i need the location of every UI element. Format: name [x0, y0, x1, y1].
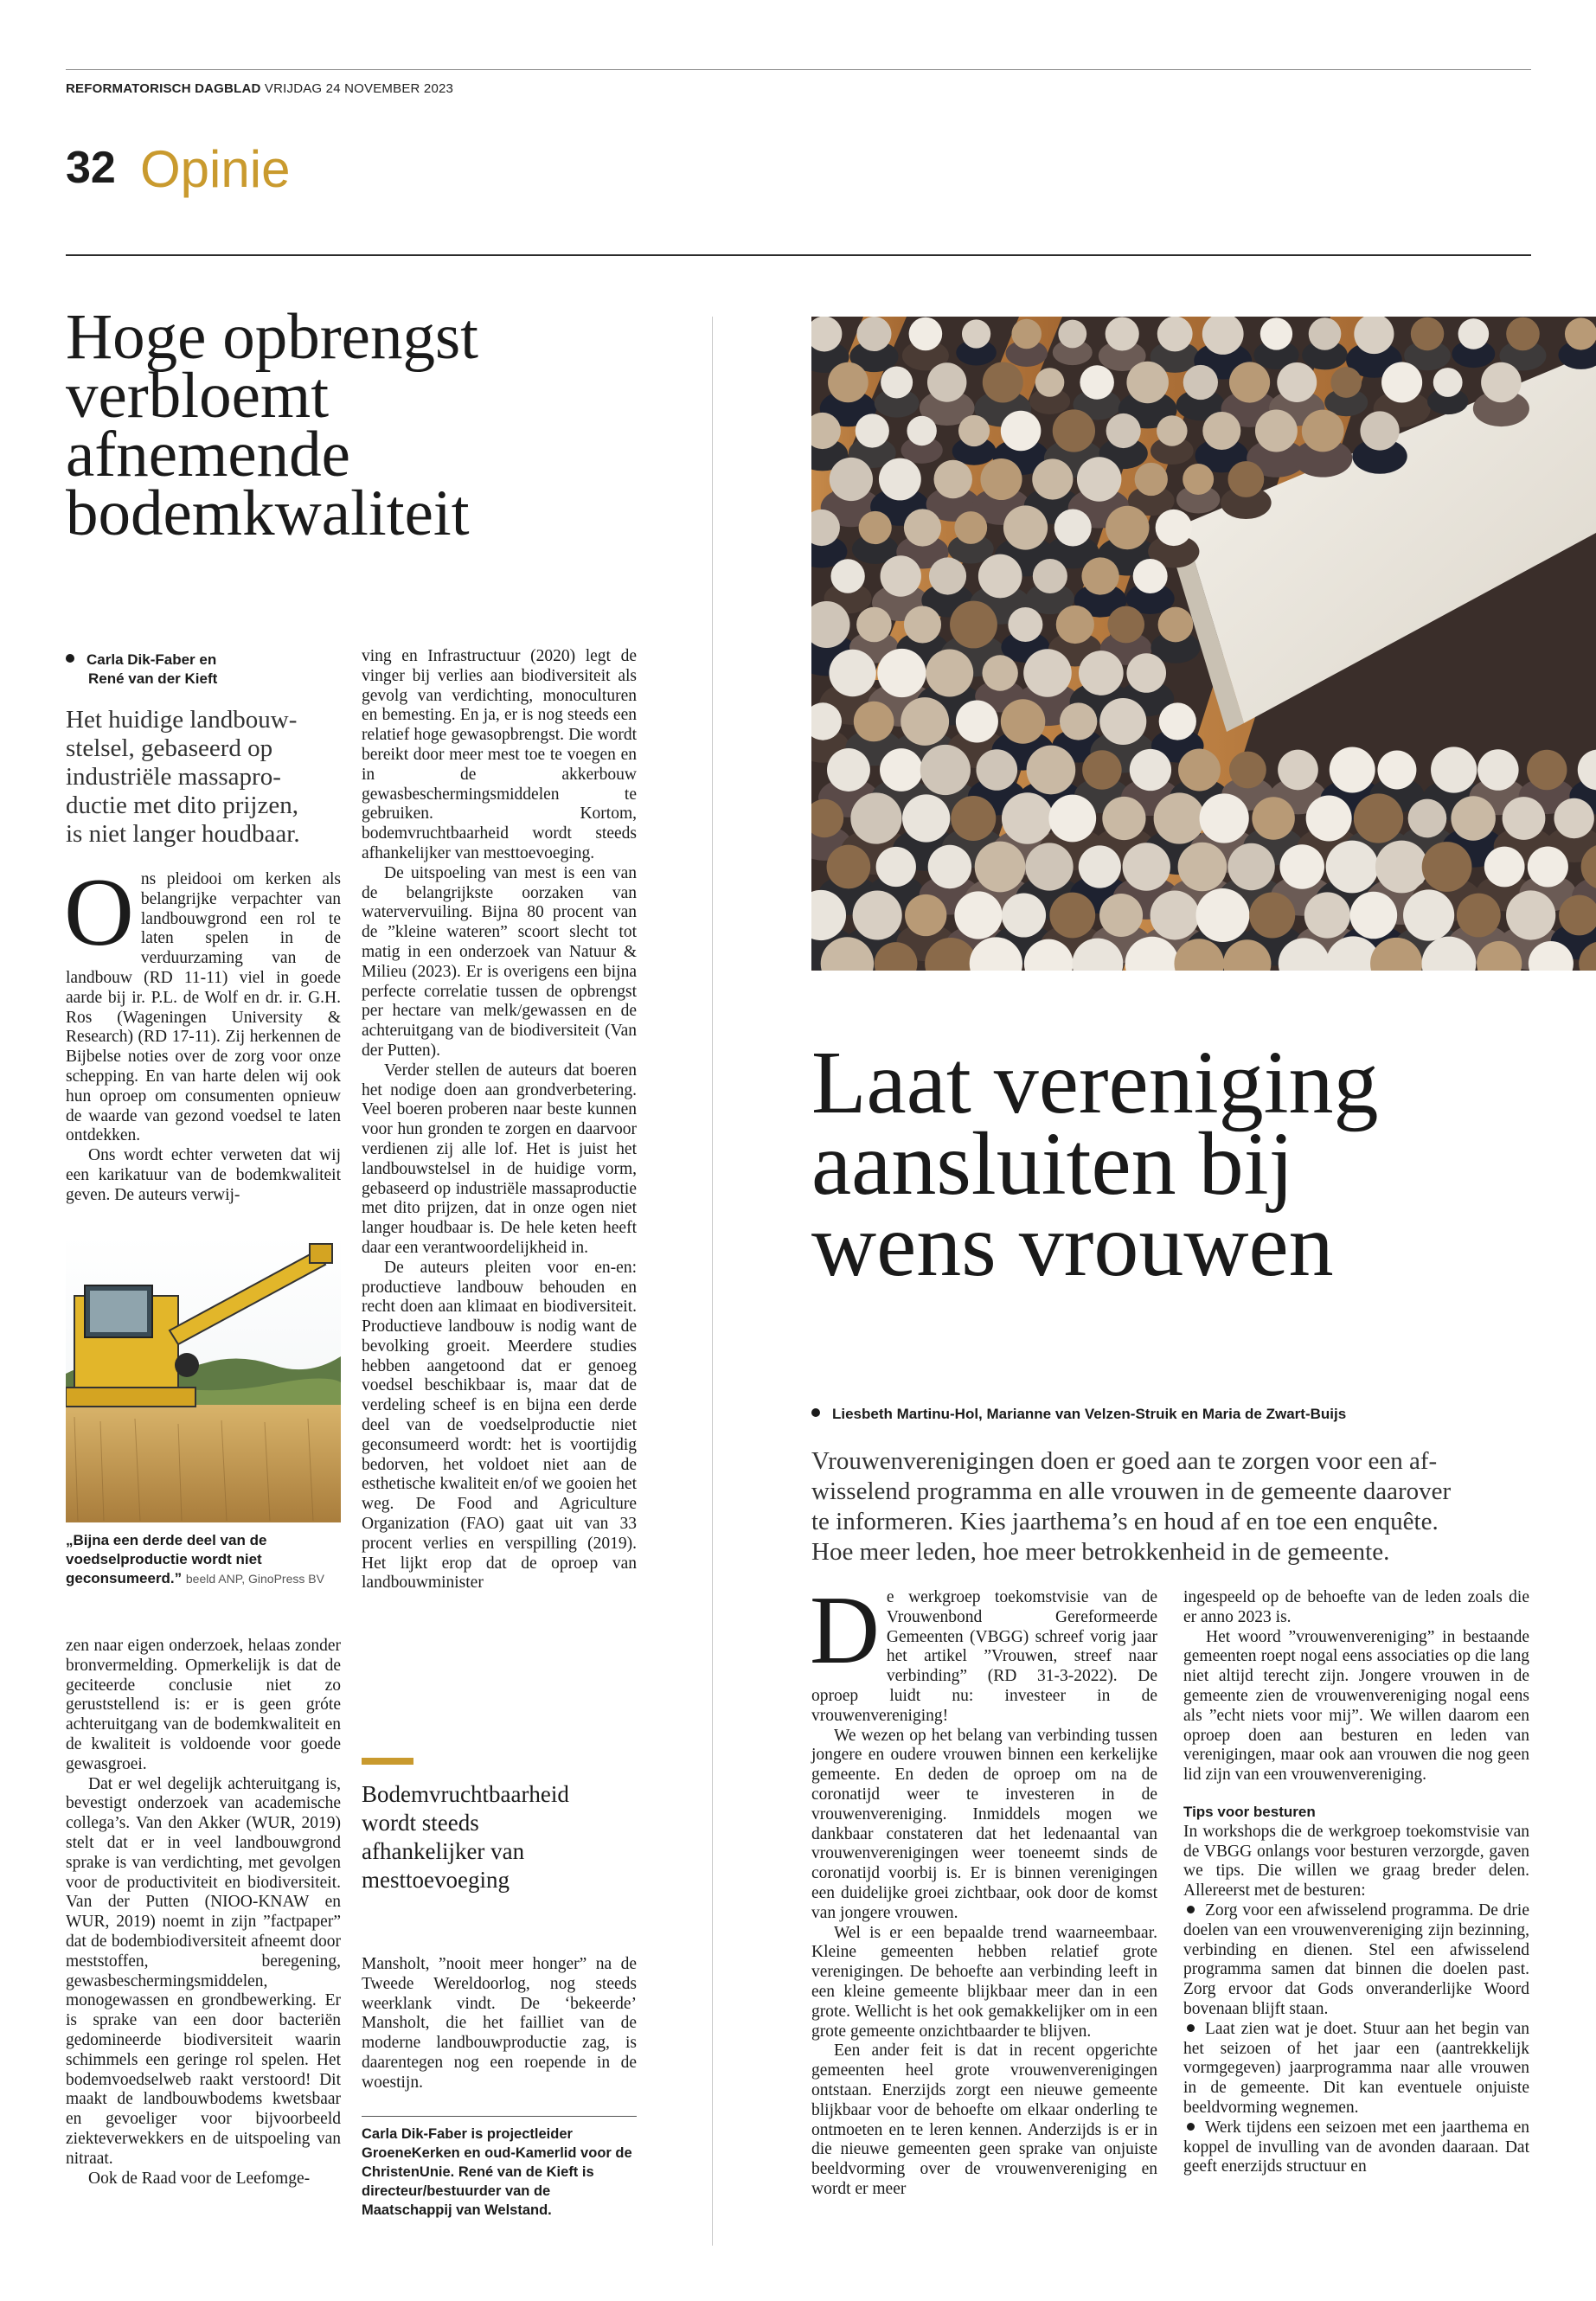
subhead-accent-bar: [362, 1758, 413, 1765]
paper-name: REFORMATORISCH DAGBLAD: [66, 81, 261, 96]
bullet-icon: [811, 1408, 820, 1417]
section-title: Opinie: [140, 140, 291, 198]
article2-column1: De werkgroep toekomstvisie van de Vrouwenbond Gereformeerde Gemeenten (VBGG) schreef vorig jaar het artikel ”Vrouwen, streef naar verbinding” (RD 31-3-2022). De oproep luidt nu: investeer in de vrouwenvereniging! We wezen op het belang van verbinding tussen jongere en oudere vrouwen binnen een kerkelijke gemeente. En deden de oproep om na de coronatijd weer te investeren in de vrouwenvereniging. Inmiddels mogen we dankbaar constateren dat het ledenaantal van vrouwenverenigingen weer toeneemt sinds de coronatijd voorbij is. Er is binnen verenigingen een duidelijke groei zichtbaar, ook door de komst van jongere vrouwen. Wel is er een bepaalde trend waarneembaar. Kleine gemeenten hebben relatief grote verenigingen. De behoefte aan verbinding leeft in een kleine gemeente blijkbaar meer dan in een grote. Wellicht is het ook gemakkelijker om in een grote gemeente onzichtbaarder te blijven. Een ander feit is dat in recent opgerichte gemeenten heel grote vrouwenverenigingen ontstaan. Enerzijds zorgt een nieuwe gemeente blijkbaar voor de behoefte om elkaar onderling te ontmoeten en te leren kennen. Anderzijds is er in die nieuwe gemeenten geen sprake van onjuiste beeldvorming over de vrouwenvereniging en wordt er meer: [810, 1577, 1157, 2198]
article1-byline: Carla Dik-Faber en René van der Kieft: [66, 651, 360, 689]
article1-column1-top: Ons pleidooi om kerken als belangrijke verpachter van landbouwgrond een rol te laten spelen in de verduurzaming van de landbouw (RD 11-11) viel in goede aarde bij ir. P.L. de Wolf en dr. ir. G.H. Ros (Wageningen University & Research) (RD 17-11). Zij herkennen de Bijbelse noties over de zorg voor onze schepping. En van harte delen wij ook hun oproep om consumenten opnieuw de waarde van gezond voedsel te laten ontdekken. Ons wordt echter verweten dat wij een karikatuur van de bodemkwaliteit geven. De auteurs verwij-: [64, 859, 341, 1204]
article1-intro: Het huidige landbouw- stelsel, gebaseerd op industriële massapro- ductie met dito prijzen, is niet langer houdbaar.: [66, 706, 300, 848]
authors-rule: [362, 2116, 637, 2117]
section-rule: [66, 254, 1531, 256]
bullet-icon: [1187, 2024, 1195, 2032]
article1-column2-bottom: Mansholt, ”nooit meer honger” na de Tweede Wereldoorlog, nog steeds weerklank vindt. De ‘bekeerde’ Mansholt, die het failliet van de moderne landbouwproductie zag, is daarentegen nog een roepende in de woestijn.: [362, 1955, 637, 2092]
photo-credit: beeld ANP, GinoPress BV: [185, 1572, 324, 1586]
issue-date: VRIJDAG 24 NOVEMBER 2023: [264, 81, 454, 96]
church-audience-photo: [811, 317, 1596, 971]
page-number: 32: [66, 143, 116, 193]
article1-headline: Hoge opbrengst verbloemt afnemende bodemkwaliteit: [66, 301, 478, 549]
dropcap: D: [810, 1577, 880, 1684]
bullet-icon: [1187, 1906, 1195, 1913]
article2-headline: Laat vereniging aansluiten bij wens vrouwen: [811, 1033, 1379, 1295]
bullet-icon: [1187, 2123, 1195, 2131]
article2-intro: Vrouwenverenigingen doen er goed aan te zorgen voor een af- wisselend programma en alle vrouwen in de gemeente daarover te informeren. Kies jaarthema’s en houd af en toe een enquête. Hoe meer leden, hoe meer betrokkenheid in de gemeente.: [811, 1447, 1452, 1566]
bullet-icon: [66, 654, 74, 663]
column-divider: [712, 317, 713, 2246]
article1-column2: ving en Infrastructuur (2020) legt de vinger bij verlies aan biodiversiteit als gevolg van verdichting, monoculturen en bemesting. En ja, er is nog steeds een relatief hoge gewasopbrengst. Die wordt bereikt door meer mest toe te voegen en in de akkerbouw gewasbeschermingsmiddelen te gebruiken. Kortom, bodemvruchtbaarheid wordt steeds afhankelijker van mesttoevoeging. De uitspoeling van mest is een van de belangrijkste oorzaken van watervervuiling. Bijna 80 procent van de ”kleine wateren” scoort slecht tot matig in een onderzoek van Natuur & Milieu (2023). Er is overigens een bijna perfecte correlatie tussen de opbrengst per hectare van melk/gewassen en de achteruitgang van de biodiversiteit (Van der Putten). Verder stellen de auteurs dat boeren het nodige doen aan grondverbetering. Veel boeren proberen naar beste kunnen voor hun gronden te zorgen en daarvoor verdienen zij alle lof. Het is juist het landbouwstelsel in de huidige vorm, gebaseerd op industriële massaproductie met dito prijzen, dat in onze ogen niet langer houdbaar is. De hele keten heeft daar een verantwoordelijkheid in. De auteurs pleiten voor en-en: productieve landbouw behouden en recht doen aan klimaat en biodiversiteit. Productieve landbouw is nodig want de bevolking groeit. Meerdere studies hebben aangetoond dat er genoeg voedsel beschikbaar is, maar dat de verdeling scheef is en bijna een derde deel van de voedselproductie niet geconsumeerd wordt: het is voortijdig bedorven, het voldoet niet aan de esthetische kwaliteit en/of we gooien het weg. De Food and Agriculture Organization (FAO) gaat uit van 33 procent verlies en verspilling (2019). Het lijkt erop dat de oproep van landbouwminister: [362, 647, 637, 1593]
article1-column1-bottom: zen naar eigen onderzoek, helaas zonder bronvermelding. Opmerkelijk is dat de geciteerde conclusie niet zo geruststellend is: er is geen gróte achteruitgang van de bodemkwaliteit en de kwaliteit is voldoende voor goede gewasgroei. Dat er wel degelijk achteruitgang is, bevestigt onderzoek van academische collega’s. Van den Akker (WUR, 2019) stelt dat er in veel landbouwgrond sprake is van verdichting, met gevolgen voor de productiviteit en biodiversiteit. Van der Putten (NIOO-KNAW en WUR, 2019) noemt in zijn ”factpaper” dat de bodembiodiversiteit afneemt door meststoffen, beregening, gewasbeschermingsmiddelen, monogewassen en grondbewerking. Er is sprake van een door bacteriën gedomineerde biodiversiteit waarin schimmels een geringe rol spelen. Het bodemvoedselweb raakt verstoord! Dit maakt de landbouwbodems kwetsbaar en gevoeliger voor bijvoorbeeld ziekteverwekkers en de uitspoeling van nitraat. Ook de Raad voor de Leefomge-: [66, 1637, 341, 2188]
article1-subhead: Bodemvruchtbaarheid wordt steeds afhankelijker van mesttoevoeging: [362, 1781, 569, 1893]
audience-image: [811, 317, 1596, 971]
photo-caption: „Bijna een derde deel van de voedselproductie wordt niet geconsumeerd.” beeld ANP, GinoPress BV: [66, 1532, 324, 1586]
article2-byline: Liesbeth Martinu-Hol, Marianne van Velzen-Struik en Maria de Zwart-Buijs: [811, 1405, 1573, 1424]
harvester-photo: [66, 1235, 341, 1522]
masthead: [66, 81, 453, 96]
dropcap: O: [64, 859, 134, 966]
harvester-image: [66, 1235, 341, 1522]
article2-column2: ingespeeld op de behoefte van de leden zoals die er anno 2023 is. Het woord ”vrouwenvereniging” in bestaande gemeenten roept nogal eens associaties op die lang niet altijd terecht zijn. Jongere vrouwen in de gemeente zien de vrouwenvereniging nogal eens als ”echt niets voor mij”. We willen daarom een oproep doen aan besturen en leden van verenigingen, maar ook aan vrouwen die nog geen lid zijn van een vrouwenvereniging. Tips voor besturen In workshops die de werkgroep toekomstvisie van de VBGG onlangs voor besturen verzorgde, gaven we tips. Die willen we graag breder delen. Allereerst met de besturen: Zorg voor een afwisselend programma. De drie doelen van een vrouwenvereniging zijn bezinning, verbinding en dienen. Stel een afwisselend programma samen dat binnen die doelen past. Zorg ervoor dat Gods onveranderlijke Woord bovenaan blijft staan. Laat zien wat je doet. Stuur aan het begin van het seizoen of het jaar een (aantrekkelijk vormgegeven) jaarprogramma naar alle vrouwen in de gemeente. Dit kan eventuele onjuiste beeldvorming wegnemen. Werk tijdens een seizoen met een jaarthema en koppel de invulling van de avonden daaraan. Dat geeft enerzijds structuur en: [1183, 1588, 1529, 2176]
authors-note: Carla Dik-Faber is projectleider GroeneKerken en oud-Kamerlid voor de ChristenUnie. René van de Kieft is directeur/bestuurder van de Maatschappij van Welstand.: [362, 2126, 632, 2218]
tips-heading: Tips voor besturen: [1183, 1803, 1316, 1820]
masthead-rule: [66, 69, 1531, 70]
